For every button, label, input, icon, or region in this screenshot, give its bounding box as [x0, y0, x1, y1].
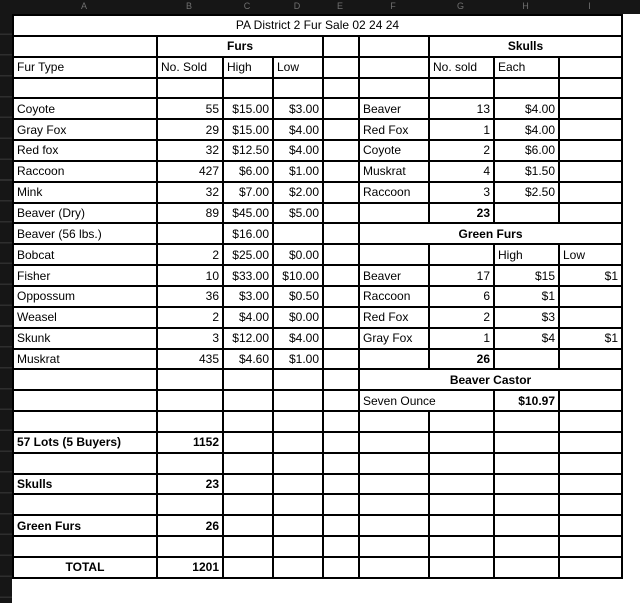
cell-B5[interactable]: 55: [157, 98, 223, 119]
cell-C26[interactable]: [223, 536, 273, 557]
cell-H23[interactable]: [494, 474, 559, 495]
cell-A3[interactable]: Fur Type: [13, 57, 157, 78]
cell-C13[interactable]: $33.00: [223, 265, 273, 286]
cell-H9[interactable]: $2.50: [494, 182, 559, 203]
cell-C15[interactable]: $4.00: [223, 307, 273, 328]
cell-G12[interactable]: [429, 244, 494, 265]
cell-H4[interactable]: [494, 78, 559, 99]
cell-A23[interactable]: Skulls: [13, 474, 157, 495]
cell-A7[interactable]: Red fox: [13, 140, 157, 161]
cell-H8[interactable]: $1.50: [494, 161, 559, 182]
cell-D10[interactable]: $5.00: [273, 203, 323, 224]
cell-H20[interactable]: [494, 411, 559, 432]
cell-C10[interactable]: $45.00: [223, 203, 273, 224]
cell-I13[interactable]: $1: [559, 265, 622, 286]
cell-I25[interactable]: [559, 515, 622, 536]
cell-B11[interactable]: [157, 223, 223, 244]
cell-A13[interactable]: Fisher: [13, 265, 157, 286]
cell-I19[interactable]: [559, 390, 622, 411]
cell-B19[interactable]: [157, 390, 223, 411]
cell-C27[interactable]: [223, 557, 273, 578]
cell-A6[interactable]: Gray Fox: [13, 119, 157, 140]
cell-F18[interactable]: Beaver Castor: [359, 369, 622, 390]
cell-B17[interactable]: 435: [157, 349, 223, 370]
cell-G15[interactable]: 2: [429, 307, 494, 328]
cell-A26[interactable]: [13, 536, 157, 557]
cell-F17[interactable]: [359, 349, 429, 370]
cell-F9[interactable]: Raccoon: [359, 182, 429, 203]
cell-E27[interactable]: [323, 557, 359, 578]
cell-B12[interactable]: 2: [157, 244, 223, 265]
cell-F16[interactable]: Gray Fox: [359, 328, 429, 349]
column-header-A[interactable]: A: [80, 1, 87, 11]
cell-A24[interactable]: [13, 494, 157, 515]
cell-G10[interactable]: 23: [429, 203, 494, 224]
column-header-B[interactable]: B: [185, 1, 192, 11]
cell-C12[interactable]: $25.00: [223, 244, 273, 265]
cell-H26[interactable]: [494, 536, 559, 557]
cell-D17[interactable]: $1.00: [273, 349, 323, 370]
cell-C22[interactable]: [223, 453, 273, 474]
cell-D8[interactable]: $1.00: [273, 161, 323, 182]
cell-G20[interactable]: [429, 411, 494, 432]
cell-D16[interactable]: $4.00: [273, 328, 323, 349]
cell-I8[interactable]: [559, 161, 622, 182]
cell-B18[interactable]: [157, 369, 223, 390]
cell-E2[interactable]: [323, 36, 359, 57]
cell-G4[interactable]: [429, 78, 494, 99]
cell-E25[interactable]: [323, 515, 359, 536]
cell-G8[interactable]: 4: [429, 161, 494, 182]
cell-F24[interactable]: [359, 494, 429, 515]
cell-H10[interactable]: [494, 203, 559, 224]
cell-B24[interactable]: [157, 494, 223, 515]
cell-E24[interactable]: [323, 494, 359, 515]
cell-D22[interactable]: [273, 453, 323, 474]
cell-C5[interactable]: $15.00: [223, 98, 273, 119]
cell-A22[interactable]: [13, 453, 157, 474]
cell-E6[interactable]: [323, 119, 359, 140]
cell-F12[interactable]: [359, 244, 429, 265]
cell-A19[interactable]: [13, 390, 157, 411]
cell-F7[interactable]: Coyote: [359, 140, 429, 161]
cell-D6[interactable]: $4.00: [273, 119, 323, 140]
column-header-H[interactable]: H: [522, 1, 529, 11]
cell-E9[interactable]: [323, 182, 359, 203]
cell-C16[interactable]: $12.00: [223, 328, 273, 349]
cell-F3[interactable]: [359, 57, 429, 78]
cell-G23[interactable]: [429, 474, 494, 495]
cell-H5[interactable]: $4.00: [494, 98, 559, 119]
cell-G27[interactable]: [429, 557, 494, 578]
cell-C4[interactable]: [223, 78, 273, 99]
cell-D24[interactable]: [273, 494, 323, 515]
cell-E19[interactable]: [323, 390, 359, 411]
cell-F23[interactable]: [359, 474, 429, 495]
cell-D4[interactable]: [273, 78, 323, 99]
cell-B4[interactable]: [157, 78, 223, 99]
cell-G22[interactable]: [429, 453, 494, 474]
cell-G21[interactable]: [429, 432, 494, 453]
cell-F8[interactable]: Muskrat: [359, 161, 429, 182]
cell-H16[interactable]: $4: [494, 328, 559, 349]
column-header-G[interactable]: G: [456, 1, 464, 11]
cell-F4[interactable]: [359, 78, 429, 99]
cell-D18[interactable]: [273, 369, 323, 390]
cell-E18[interactable]: [323, 369, 359, 390]
cell-C17[interactable]: $4.60: [223, 349, 273, 370]
cell-G13[interactable]: 17: [429, 265, 494, 286]
cell-E26[interactable]: [323, 536, 359, 557]
cell-D15[interactable]: $0.00: [273, 307, 323, 328]
spreadsheet-grid: [12, 14, 623, 579]
column-header-D[interactable]: D: [293, 1, 301, 11]
row-header-strip[interactable]: [0, 14, 12, 603]
cell-B27[interactable]: 1201: [157, 557, 223, 578]
cell-B3[interactable]: No. Sold: [157, 57, 223, 78]
cell-F27[interactable]: [359, 557, 429, 578]
cell-H14[interactable]: $1: [494, 286, 559, 307]
cell-A5[interactable]: Coyote: [13, 98, 157, 119]
cell-C7[interactable]: $12.50: [223, 140, 273, 161]
cell-D26[interactable]: [273, 536, 323, 557]
cell-A18[interactable]: [13, 369, 157, 390]
cell-C20[interactable]: [223, 411, 273, 432]
cell-I27[interactable]: [559, 557, 622, 578]
cell-H7[interactable]: $6.00: [494, 140, 559, 161]
cell-A12[interactable]: Bobcat: [13, 244, 157, 265]
cell-F15[interactable]: Red Fox: [359, 307, 429, 328]
cell-D21[interactable]: [273, 432, 323, 453]
cell-A10[interactable]: Beaver (Dry): [13, 203, 157, 224]
cell-C11[interactable]: $16.00: [223, 223, 273, 244]
cell-G3[interactable]: No. sold: [429, 57, 494, 78]
cell-B16[interactable]: 3: [157, 328, 223, 349]
cell-C18[interactable]: [223, 369, 273, 390]
cell-C19[interactable]: [223, 390, 273, 411]
cell-G25[interactable]: [429, 515, 494, 536]
cell-A16[interactable]: Skunk: [13, 328, 157, 349]
cell-I3[interactable]: [559, 57, 622, 78]
cell-B2[interactable]: Furs: [157, 36, 323, 57]
cell-E7[interactable]: [323, 140, 359, 161]
cell-C9[interactable]: $7.00: [223, 182, 273, 203]
cell-B22[interactable]: [157, 453, 223, 474]
cell-I23[interactable]: [559, 474, 622, 495]
cell-E8[interactable]: [323, 161, 359, 182]
cell-E20[interactable]: [323, 411, 359, 432]
sheet-rows: [13, 15, 622, 578]
cell-E16[interactable]: [323, 328, 359, 349]
cell-F20[interactable]: [359, 411, 429, 432]
cell-I17[interactable]: [559, 349, 622, 370]
cell-F21[interactable]: [359, 432, 429, 453]
cell-D7[interactable]: $4.00: [273, 140, 323, 161]
select-all-corner[interactable]: [0, 0, 12, 14]
cell-A17[interactable]: Muskrat: [13, 349, 157, 370]
cell-A1[interactable]: PA District 2 Fur Sale 02 24 24: [13, 15, 622, 36]
cell-E3[interactable]: [323, 57, 359, 78]
cell-H13[interactable]: $15: [494, 265, 559, 286]
cell-I6[interactable]: [559, 119, 622, 140]
cell-H22[interactable]: [494, 453, 559, 474]
cell-B20[interactable]: [157, 411, 223, 432]
cell-H15[interactable]: $3: [494, 307, 559, 328]
cell-C24[interactable]: [223, 494, 273, 515]
cell-D20[interactable]: [273, 411, 323, 432]
column-header-F[interactable]: F: [390, 1, 396, 11]
cell-E15[interactable]: [323, 307, 359, 328]
cell-I15[interactable]: [559, 307, 622, 328]
column-header-C[interactable]: C: [243, 1, 251, 11]
cell-E12[interactable]: [323, 244, 359, 265]
cell-I14[interactable]: [559, 286, 622, 307]
cell-B8[interactable]: 427: [157, 161, 223, 182]
cell-G7[interactable]: 2: [429, 140, 494, 161]
cell-G6[interactable]: 1: [429, 119, 494, 140]
cell-C25[interactable]: [223, 515, 273, 536]
cell-H17[interactable]: [494, 349, 559, 370]
cell-D9[interactable]: $2.00: [273, 182, 323, 203]
cell-B7[interactable]: 32: [157, 140, 223, 161]
cell-E17[interactable]: [323, 349, 359, 370]
cell-I21[interactable]: [559, 432, 622, 453]
cell-F5[interactable]: Beaver: [359, 98, 429, 119]
cell-E13[interactable]: [323, 265, 359, 286]
cell-E5[interactable]: [323, 98, 359, 119]
cell-A15[interactable]: Weasel: [13, 307, 157, 328]
cell-D3[interactable]: Low: [273, 57, 323, 78]
cell-D14[interactable]: $0.50: [273, 286, 323, 307]
cell-B9[interactable]: 32: [157, 182, 223, 203]
cell-E4[interactable]: [323, 78, 359, 99]
cell-F14[interactable]: Raccoon: [359, 286, 429, 307]
cell-B23[interactable]: 23: [157, 474, 223, 495]
cell-H3[interactable]: Each: [494, 57, 559, 78]
cell-C3[interactable]: High: [223, 57, 273, 78]
cell-D12[interactable]: $0.00: [273, 244, 323, 265]
cell-E11[interactable]: [323, 223, 359, 244]
cell-B26[interactable]: [157, 536, 223, 557]
cell-E21[interactable]: [323, 432, 359, 453]
cell-C21[interactable]: [223, 432, 273, 453]
cell-B25[interactable]: 26: [157, 515, 223, 536]
cell-B13[interactable]: 10: [157, 265, 223, 286]
cell-A20[interactable]: [13, 411, 157, 432]
cell-F6[interactable]: Red Fox: [359, 119, 429, 140]
cell-B6[interactable]: 29: [157, 119, 223, 140]
column-header-bar: [0, 0, 640, 14]
cell-I7[interactable]: [559, 140, 622, 161]
cell-H25[interactable]: [494, 515, 559, 536]
cell-I24[interactable]: [559, 494, 622, 515]
cell-F19[interactable]: Seven Ounce: [359, 390, 494, 411]
cell-E14[interactable]: [323, 286, 359, 307]
cell-B15[interactable]: 2: [157, 307, 223, 328]
cell-I12[interactable]: Low: [559, 244, 622, 265]
cell-D23[interactable]: [273, 474, 323, 495]
cell-F11[interactable]: Green Furs: [359, 223, 622, 244]
cell-A8[interactable]: Raccoon: [13, 161, 157, 182]
cell-C8[interactable]: $6.00: [223, 161, 273, 182]
cell-I4[interactable]: [559, 78, 622, 99]
cell-D13[interactable]: $10.00: [273, 265, 323, 286]
cell-F13[interactable]: Beaver: [359, 265, 429, 286]
cell-A25[interactable]: Green Furs: [13, 515, 157, 536]
cell-A27[interactable]: TOTAL: [13, 557, 157, 578]
cell-F26[interactable]: [359, 536, 429, 557]
cell-A14[interactable]: Oppossum: [13, 286, 157, 307]
cell-A11[interactable]: Beaver (56 lbs.): [13, 223, 157, 244]
cell-H27[interactable]: [494, 557, 559, 578]
cell-G9[interactable]: 3: [429, 182, 494, 203]
cell-I10[interactable]: [559, 203, 622, 224]
cell-G14[interactable]: 6: [429, 286, 494, 307]
cell-H12[interactable]: High: [494, 244, 559, 265]
cell-C23[interactable]: [223, 474, 273, 495]
cell-I9[interactable]: [559, 182, 622, 203]
cell-F2[interactable]: [359, 36, 429, 57]
cell-D25[interactable]: [273, 515, 323, 536]
cell-G16[interactable]: 1: [429, 328, 494, 349]
cell-C14[interactable]: $3.00: [223, 286, 273, 307]
cell-C6[interactable]: $15.00: [223, 119, 273, 140]
cell-B21[interactable]: 1152: [157, 432, 223, 453]
cell-I5[interactable]: [559, 98, 622, 119]
cell-B14[interactable]: 36: [157, 286, 223, 307]
cell-B10[interactable]: 89: [157, 203, 223, 224]
cell-H24[interactable]: [494, 494, 559, 515]
cell-H6[interactable]: $4.00: [494, 119, 559, 140]
cell-E10[interactable]: [323, 203, 359, 224]
cell-A21[interactable]: 57 Lots (5 Buyers): [13, 432, 157, 453]
cell-G24[interactable]: [429, 494, 494, 515]
cell-G5[interactable]: 13: [429, 98, 494, 119]
cell-D27[interactable]: [273, 557, 323, 578]
column-header-I[interactable]: I: [588, 1, 591, 11]
cell-F25[interactable]: [359, 515, 429, 536]
cell-E23[interactable]: [323, 474, 359, 495]
cell-A9[interactable]: Mink: [13, 182, 157, 203]
cell-A4[interactable]: [13, 78, 157, 99]
cell-F10[interactable]: [359, 203, 429, 224]
cell-D11[interactable]: [273, 223, 323, 244]
cell-I22[interactable]: [559, 453, 622, 474]
cell-H19[interactable]: $10.97: [494, 390, 559, 411]
cell-F22[interactable]: [359, 453, 429, 474]
cell-G17[interactable]: 26: [429, 349, 494, 370]
cell-D19[interactable]: [273, 390, 323, 411]
cell-I20[interactable]: [559, 411, 622, 432]
cell-H21[interactable]: [494, 432, 559, 453]
column-header-E[interactable]: E: [336, 1, 343, 11]
cell-A2[interactable]: [13, 36, 157, 57]
cell-G26[interactable]: [429, 536, 494, 557]
cell-D5[interactable]: $3.00: [273, 98, 323, 119]
cell-E22[interactable]: [323, 453, 359, 474]
cell-I16[interactable]: $1: [559, 328, 622, 349]
cell-I26[interactable]: [559, 536, 622, 557]
cell-G2[interactable]: Skulls: [429, 36, 622, 57]
